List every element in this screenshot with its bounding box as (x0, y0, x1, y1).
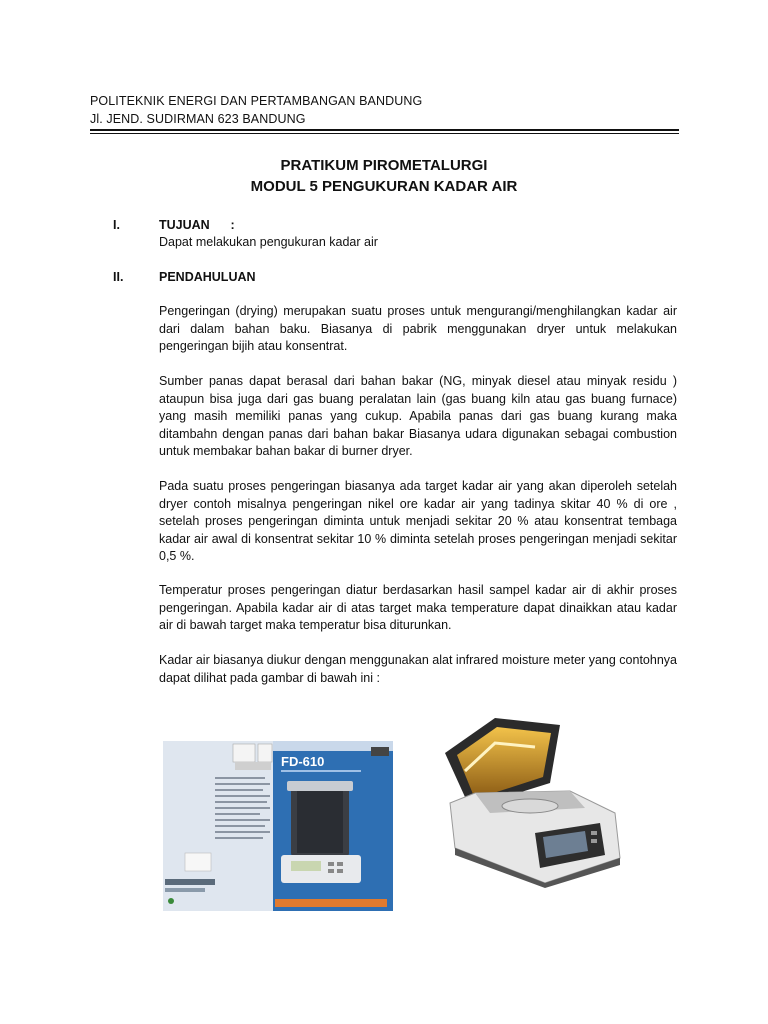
section-1-text: Dapat melakukan pengukuran kadar air (159, 235, 378, 249)
section-1-number: I. (113, 218, 120, 232)
brochure-illustration (163, 741, 393, 911)
paragraph-4: Temperatur proses pengeringan diatur berdasarkan hasil sampel kadar air di akhir proses pengeringan. Apabila kadar air di atas target maka temperature dapat dinaikkan atau kadar air di bawah target maka temperatur bisa diturunkan. (159, 583, 677, 633)
analyzer-illustration (435, 713, 635, 888)
paragraph-2: Sumber panas dapat berasal dari bahan bakar (NG, minyak diesel atau minyak residu ) ataupun bisa juga dari gas buang peralatan lain (gas buang kiln atau gas buang furnace) yang masih memiliki panas yang cukup. Apabila panas dari gas buang kurang maka ditambahn dengan panas dari bahan bakar Biasanya udara digunakan sebagai combustion untuk membakar bahan bakar di burner dryer. (159, 374, 677, 459)
fd610-brochure-image (163, 741, 393, 911)
document-title-line2: MODUL 5 PENGUKURAN KADAR AIR (250, 178, 518, 195)
institution-name: POLITEKNIK ENERGI DAN PERTAMBANGAN BANDUNG (90, 94, 423, 108)
section-1-heading: TUJUAN : (159, 218, 235, 232)
paragraph-5: Kadar air biasanya diukur dengan menggunakan alat infrared moisture meter yang contohnya dapat dilihat pada gambar di bawah ini : (159, 653, 677, 685)
institution-address: Jl. JEND. SUDIRMAN 623 BANDUNG (90, 112, 306, 126)
header-rule-bottom (90, 133, 679, 135)
section-2-heading: PENDAHULUAN (159, 270, 256, 284)
header-rule-top (90, 129, 679, 131)
paragraph-3: Pada suatu proses pengeringan biasanya ada target kadar air yang akan diperoleh setelah dryer contoh misalnya pengeringan nikel ore kadar air yang tadinya skitar 40 % di ore , setelah proses pengeringan diminta untuk menjadi sekitar 20 % atau konsentrat tembaga kadar air awal di konsentrat sekitar 10 % diminta setelah proses pengeringan menjadi sekitar 0,5 %. (159, 479, 677, 564)
paragraph-1: Pengeringan (drying) merupakan suatu proses untuk mengurangi/menghilangkan kadar air dari dalam bahan baku. Biasanya di pabrik menggunakan dryer untuk melakukan pengeringan bijih atau konsentrat. (159, 304, 677, 354)
document-title-line1: PRATIKUM PIROMETALURGI (280, 157, 488, 174)
section-2-number: II. (113, 270, 124, 284)
brochure-model-label: FD-610 (281, 754, 325, 769)
moisture-analyzer-image (435, 713, 635, 888)
